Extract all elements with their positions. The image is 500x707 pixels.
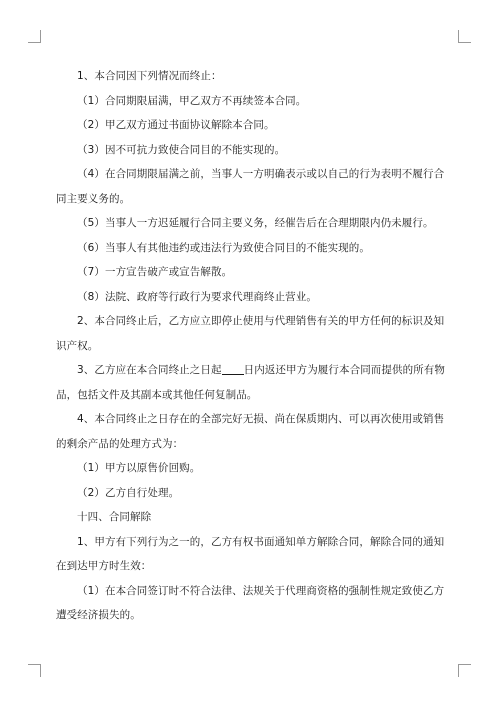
paragraph-termination-item-5: （5）当事人一方迟延履行合同主要义务，经催告后在合理期限内仍未履行。 [77, 217, 434, 229]
paragraph-remaining-option-1: （1）甲方以原售价回购。 [77, 462, 201, 474]
paragraph-stop-using-marks: 2、本合同终止后，乙方应立即停止使用与代理销售有关的甲方任何的标识及知识产权。 [56, 315, 445, 352]
paragraph-termination-item-1: （1）合同期限届满，甲乙双方不再续签本合同。 [77, 94, 307, 107]
return-items-text-after: 日内返还甲方为履行本合同而提供的所有物品，包括文件及其副本或其他任何复制品。 [56, 364, 445, 401]
paragraph-termination-item-7: （7）一方宣告破产或宣告解散。 [77, 266, 233, 278]
section-heading-contract-rescission: 十四、合同解除 [77, 511, 152, 523]
paragraph-remaining-option-2: （2）乙方自行处理。 [77, 486, 180, 499]
paragraph-rescission-item-1: （1）在本合同签订时不符合法律、法规关于代理商资格的强制性规定致使乙方遭受经济损失的。 [56, 584, 445, 621]
return-items-text-before: 3、乙方应在本合同终止之日起 [77, 364, 222, 376]
crop-mark-bottom-right [458, 664, 471, 677]
paragraph-termination-item-2: （2）甲乙双方通过书面协议解除本合同。 [77, 119, 275, 131]
paragraph-termination-intro: 1、本合同因下列情况而终止： [77, 70, 222, 82]
paragraph-remaining-products: 4、本合同终止之日存在的全部完好无损、尚在保质期内、可以再次使用或销售的剩余产品的处理方式为： [56, 413, 445, 450]
crop-mark-top-left [28, 30, 41, 43]
crop-mark-top-right [458, 30, 471, 43]
paragraph-rescission-intro: 1、甲方有下列行为之一的，乙方有权书面通知单方解除合同，解除合同的通知在到达甲方时生效： [56, 535, 445, 572]
paragraph-termination-item-3: （3）因不可抗力致使合同目的不能实现的。 [77, 143, 286, 156]
paragraph-termination-item-6: （6）当事人有其他违约或违法行为致使合同目的不能实现的。 [77, 241, 370, 254]
document-body [56, 64, 446, 628]
fill-in-blank [222, 362, 244, 375]
paragraph-termination-item-4: （4）在合同期限届满之前，当事人一方明确表示或以自己的行为表明不履行合同主要义务的。 [56, 168, 445, 205]
paragraph-return-items [56, 358, 446, 407]
paragraph-termination-item-8: （8）法院、政府等行政行为要求代理商终止营业。 [77, 290, 317, 303]
crop-mark-bottom-left [28, 664, 41, 677]
